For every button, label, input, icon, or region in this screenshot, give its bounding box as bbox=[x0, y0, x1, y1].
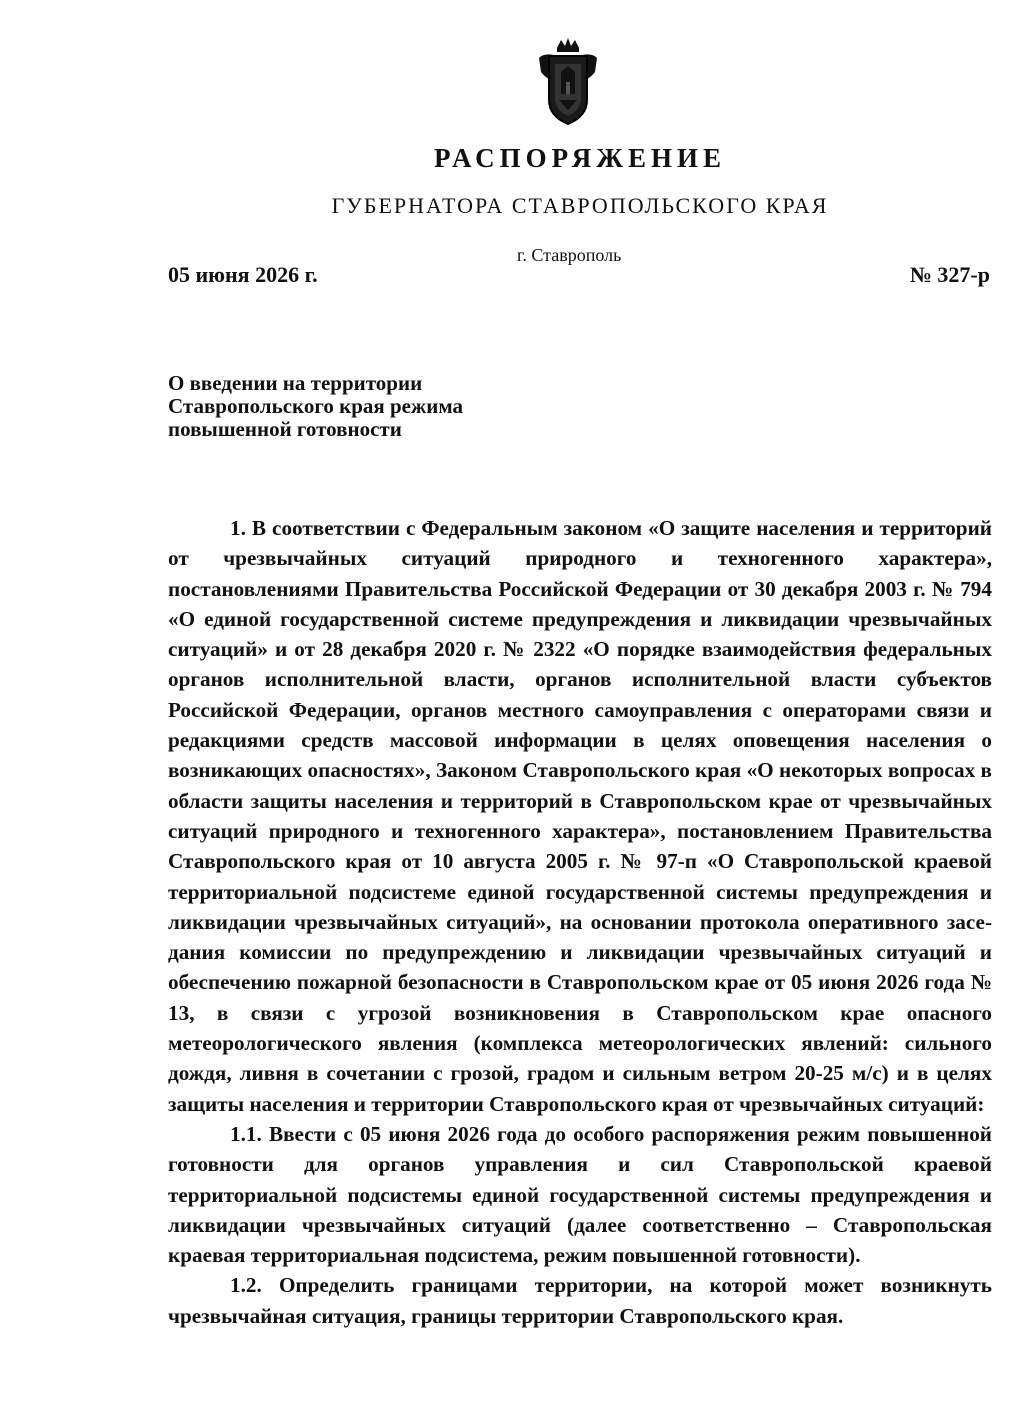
document-date: 05 июня 2026 г. bbox=[168, 262, 318, 287]
title-line: повышенной готовности bbox=[168, 417, 402, 441]
body-paragraph-1: 1. В соответствии с Федеральным законом «О защите населения и территорий от чрезвычайных ситуаций природного и техногенного характера», постановлениями Правительства Российской Федерации от 30 декабря 2003 г. № 794 «О единой государственной системе предупреждения и ликвидации чрезвычайных ситуаций» и от 28 декабря 2020 г. № 2322 «О порядке взаимодействия федеральных органов исполнительной власти, органов исполнительной власти субъектов Российской Федерации, органов местного самоуправления с операторами связи и редакциями средств массовой информации в целях оповещения населения о возникающих опасностях», Законом Ставропольского края «О некоторых вопросах в области защиты населения и территорий в Ставропольском крае от чрезвычайных ситуаций природного и техногенного характера», постановлением Правительства Ставропольского края от 10 августа 2005 г. № 97-п «О Ставропольской краевой территориальной подсистеме единой государственной системы предупреждения и ликвидации чрезвычайных ситуаций», на основании протокола оперативного заседания комиссии по предупреждению и ликвидации чрезвычайных ситуаций и обеспечению пожарной безопасности в Ставропольском крае от 05 июня 2026 года № 13, в связи с угрозой возникновения в Ставропольском крае опасного метеорологического явления (комплекса метеорологических явлений: сильного дождя, ливня в сочетании с грозой, градом и сильным ветром 20-25 м/с) и в целях защиты населения и территории Ставропольского края от чрезвычайных ситуаций: bbox=[168, 516, 992, 1116]
title-line: О введении на территории bbox=[168, 371, 423, 395]
title-line: Ставропольского края режима bbox=[168, 394, 463, 418]
body-paragraph-1-2: 1.2. Определить границами территории, на которой может возникнуть чрезвычайная ситуация, границы территории Ставропольского края. bbox=[168, 1273, 992, 1328]
document-city: г. Ставрополь bbox=[517, 245, 622, 265]
document-title bbox=[168, 372, 548, 441]
document-issuer: ГУБЕРНАТОРА СТАВРОПОЛЬСКОГО КРАЯ bbox=[331, 193, 829, 218]
document-type: РАСПОРЯЖЕНИЕ bbox=[433, 143, 727, 173]
coat-of-arms-icon bbox=[535, 38, 601, 128]
body-paragraph-1-1: 1.1. Ввести с 05 июня 2026 года до особого распоряжения режим повышенной готовности для органов управления и сил Ставропольской краевой территориальной подсистемы единой государственной системы предупреждения и ликвидации чрезвычайных ситуаций (далее соответственно – Ставропольская краевая территориальная подсистема, режим повышенной готовности). bbox=[168, 1121, 992, 1268]
document-body bbox=[168, 513, 992, 1331]
document-number: № 327-р bbox=[909, 262, 990, 287]
